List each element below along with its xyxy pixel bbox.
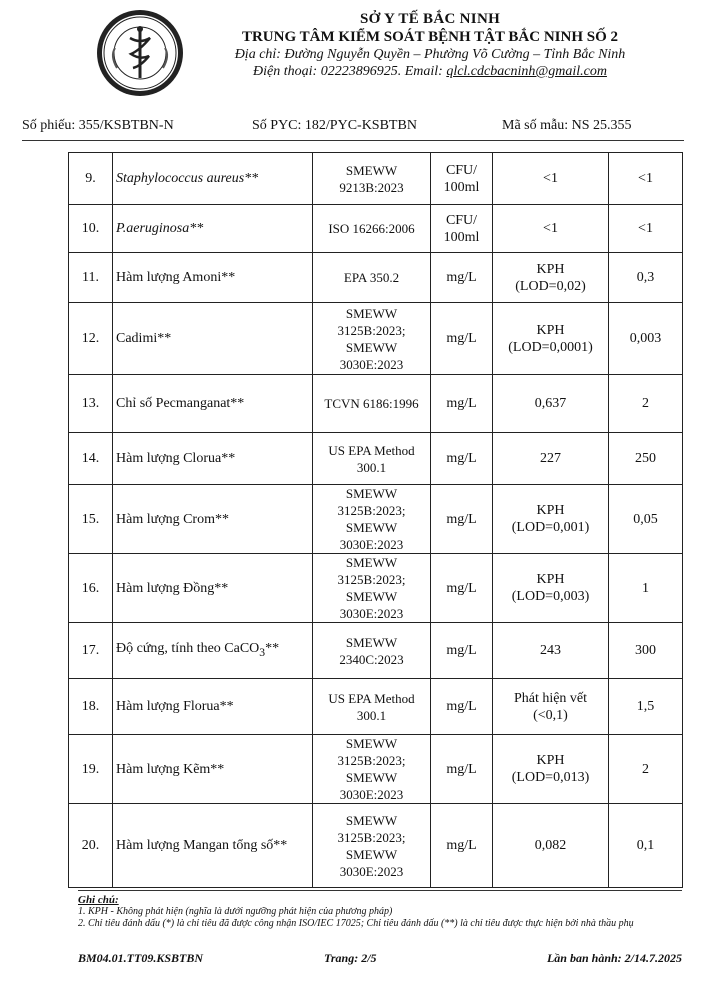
- test-result: KPH (LOD=0,0001): [493, 303, 609, 375]
- row-number: 12.: [69, 303, 113, 375]
- parameter-name: [113, 554, 313, 623]
- report-info-bar: [22, 118, 684, 138]
- test-result: <1: [493, 153, 609, 205]
- notes-section: [78, 894, 678, 930]
- unit: CFU/ 100ml: [431, 205, 493, 253]
- parameter-name-text: Độ cứng, tính theo CaCO: [116, 641, 260, 657]
- table-row: [69, 554, 683, 623]
- test-method: SMEWW 9213B:2023: [313, 153, 431, 205]
- report-number: Số phiếu: 355/KSBTBN-N: [22, 118, 174, 133]
- unit: mg/L: [431, 554, 493, 623]
- unit: mg/L: [431, 253, 493, 303]
- row-number: 20.: [69, 804, 113, 888]
- parameter-name: [113, 735, 313, 804]
- request-number: Số PYC: 182/PYC-KSBTBN: [252, 118, 417, 133]
- limit-value: <1: [609, 205, 683, 253]
- parameter-name: [113, 253, 313, 303]
- unit: mg/L: [431, 735, 493, 804]
- row-number: 17.: [69, 623, 113, 679]
- medical-caduceus-seal-icon: [95, 8, 185, 98]
- row-number: 15.: [69, 485, 113, 554]
- unit: mg/L: [431, 485, 493, 554]
- unit: CFU/ 100ml: [431, 153, 493, 205]
- test-method: US EPA Method 300.1: [313, 679, 431, 735]
- row-number: 11.: [69, 253, 113, 303]
- table-row: [69, 433, 683, 485]
- row-number: 14.: [69, 433, 113, 485]
- parameter-name: [113, 153, 313, 205]
- document-header: [180, 10, 680, 80]
- test-method: SMEWW 3125B:2023; SMEWW 3030E:2023: [313, 735, 431, 804]
- test-method: ISO 16266:2006: [313, 205, 431, 253]
- test-method: SMEWW 3125B:2023; SMEWW 3030E:2023: [313, 554, 431, 623]
- test-method: SMEWW 2340C:2023: [313, 623, 431, 679]
- organization-seal-logo: [95, 8, 185, 98]
- test-result: KPH (LOD=0,003): [493, 554, 609, 623]
- limit-value: 0,1: [609, 804, 683, 888]
- parameter-name: [113, 623, 313, 679]
- parameter-name-text: Hàm lượng Đồng**: [116, 580, 229, 596]
- parameter-name-text: Hàm lượng Florua**: [116, 699, 234, 714]
- row-number: 10.: [69, 205, 113, 253]
- row-number: 9.: [69, 153, 113, 205]
- center-address: Địa chỉ: Đường Nguyễn Quyền – Phường Võ Cường – Tỉnh Bắc Ninh: [234, 47, 626, 62]
- notes-title: Ghi chú:: [78, 894, 119, 906]
- phone-email-label: Điện thoại: 02223896925. Email:: [253, 64, 447, 79]
- parameter-name-text: Hàm lượng Crom**: [116, 511, 229, 527]
- table-row: [69, 253, 683, 303]
- test-results-table: [68, 152, 683, 888]
- parameter-name-text: Hàm lượng Clorua**: [116, 451, 236, 466]
- test-method: SMEWW 3125B:2023; SMEWW 3030E:2023: [313, 804, 431, 888]
- parameter-name: [113, 205, 313, 253]
- form-code: BM04.01.TT09.KSBTBN: [78, 951, 204, 965]
- parameter-name-text: Hàm lượng Kẽm**: [116, 761, 225, 777]
- limit-value: 250: [609, 433, 683, 485]
- limit-value: 1,5: [609, 679, 683, 735]
- limit-value: 300: [609, 623, 683, 679]
- table-row: [69, 485, 683, 554]
- test-result: 0,082: [493, 804, 609, 888]
- table-row: [69, 623, 683, 679]
- test-result: 0,637: [493, 375, 609, 433]
- parameter-name: [113, 303, 313, 375]
- note-line-1: 1. KPH - Không phát hiện (nghĩa là dưới ngưỡng phát hiện của phương pháp): [78, 906, 393, 917]
- notes-divider: [78, 890, 682, 891]
- parameter-name: [113, 804, 313, 888]
- limit-value: 2: [609, 735, 683, 804]
- info-divider: [22, 140, 684, 141]
- limit-value: 0,05: [609, 485, 683, 554]
- test-result: 243: [493, 623, 609, 679]
- row-number: 19.: [69, 735, 113, 804]
- limit-value: 2: [609, 375, 683, 433]
- test-result: 227: [493, 433, 609, 485]
- unit: mg/L: [431, 375, 493, 433]
- sample-code: Mã số mẫu: NS 25.355: [502, 118, 632, 133]
- results-table-body: [69, 153, 683, 888]
- parameter-name-text: P.aeruginosa**: [116, 221, 204, 236]
- note-line-2: 2. Chỉ tiêu đánh dấu (*) là chỉ tiêu đã được công nhận ISO/IEC 17025; Chỉ tiêu đánh dấu (**) là chỉ tiêu được thực hiện bởi nhà thầu phụ: [78, 918, 634, 929]
- test-method: TCVN 6186:1996: [313, 375, 431, 433]
- parameter-name-text: Hàm lượng Mangan tổng số**: [116, 838, 288, 853]
- test-method: US EPA Method 300.1: [313, 433, 431, 485]
- department-name: SỞ Y TẾ BẮC NINH: [359, 11, 501, 27]
- parameter-name: [113, 679, 313, 735]
- table-row: [69, 804, 683, 888]
- test-result: KPH (LOD=0,013): [493, 735, 609, 804]
- issue-info: Lần ban hành: 2/14.7.2025: [546, 951, 682, 965]
- test-result: Phát hiện vết (<0,1): [493, 679, 609, 735]
- page-number: Trang: 2/5: [324, 951, 377, 965]
- subscript: 3: [259, 645, 266, 659]
- center-name: TRUNG TÂM KIỂM SOÁT BỆNH TẬT BẮC NINH SỐ 2: [241, 29, 619, 45]
- row-number: 18.: [69, 679, 113, 735]
- parameter-name-text: Cadimi**: [116, 331, 172, 346]
- table-row: [69, 153, 683, 205]
- parameter-name-text: Staphylococcus aureus**: [116, 171, 259, 186]
- parameter-name-text: Hàm lượng Amoni**: [116, 270, 236, 285]
- unit: mg/L: [431, 804, 493, 888]
- unit: mg/L: [431, 433, 493, 485]
- parameter-name-text: Chỉ số Pecmanganat**: [116, 396, 245, 411]
- unit: mg/L: [431, 623, 493, 679]
- row-number: 13.: [69, 375, 113, 433]
- table-row: [69, 375, 683, 433]
- unit: mg/L: [431, 679, 493, 735]
- test-method: EPA 350.2: [313, 253, 431, 303]
- test-method: SMEWW 3125B:2023; SMEWW 3030E:2023: [313, 485, 431, 554]
- table-row: [69, 679, 683, 735]
- limit-value: <1: [609, 153, 683, 205]
- table-row: [69, 303, 683, 375]
- unit: mg/L: [431, 303, 493, 375]
- parameter-suffix: **: [265, 641, 280, 657]
- test-result: KPH (LOD=0,02): [493, 253, 609, 303]
- limit-value: 0,3: [609, 253, 683, 303]
- test-result: <1: [493, 205, 609, 253]
- limit-value: 1: [609, 554, 683, 623]
- test-method: SMEWW 3125B:2023; SMEWW 3030E:2023: [313, 303, 431, 375]
- parameter-name: [113, 485, 313, 554]
- table-row: [69, 735, 683, 804]
- parameter-name: [113, 375, 313, 433]
- row-number: 16.: [69, 554, 113, 623]
- limit-value: 0,003: [609, 303, 683, 375]
- contact-line: [180, 63, 680, 80]
- table-row: [69, 205, 683, 253]
- page-footer: [78, 951, 682, 969]
- parameter-name: [113, 433, 313, 485]
- email-link[interactable]: qlcl.cdcbacninh@gmail.com: [446, 64, 607, 79]
- test-result: KPH (LOD=0,001): [493, 485, 609, 554]
